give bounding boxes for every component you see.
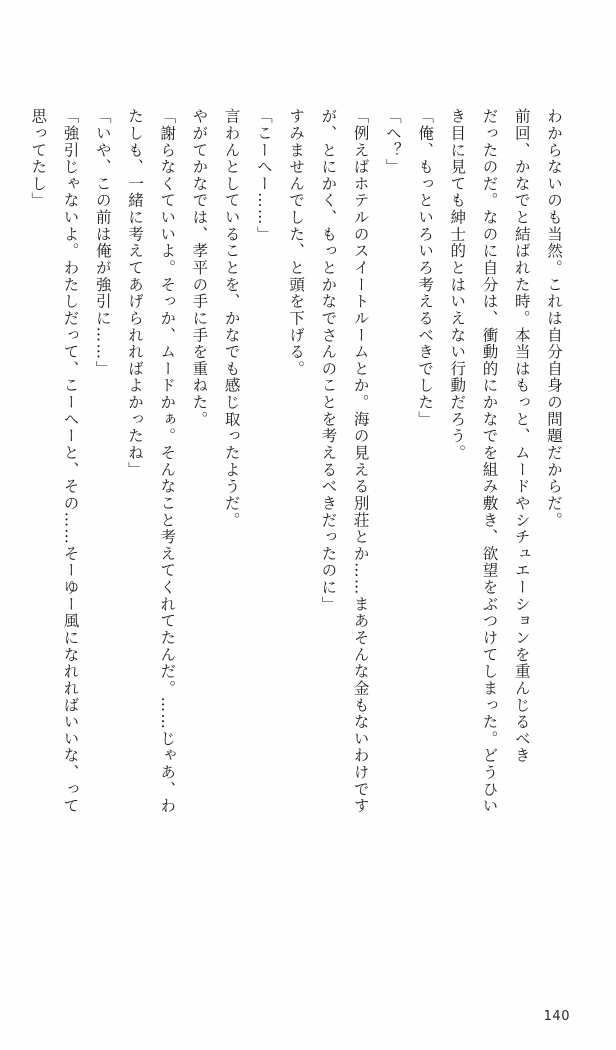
- text-line: 「例えばホテルのスイートルームとか。海の見える別荘とか……まあそんな金もないわけです: [351, 108, 370, 815]
- body-text: [29, 108, 570, 978]
- text-line: き目に見ても紳士的とはいえない行動だろう。: [448, 108, 467, 462]
- text-line: 「謝らなくていいよ。そっか、ムードかぁ。そんなこと考えてくれてたんだ。……じゃあ、わ: [158, 108, 177, 815]
- text-line: わからないのも当然。これは自分自身の問題だからだ。: [545, 108, 563, 529]
- text-line: 「俺、もっといろいろ考えるべきでした」: [416, 108, 435, 428]
- text-line: 「強引じゃないよ。わたしだって、こーへーと、その……そーゆー風になれればいいな、って: [61, 108, 80, 815]
- text-line: 前回、かなでと結ばれた時。本当はもっと、ムードやシチュエーションを重んじるべき: [512, 108, 531, 764]
- text-line: が、とにかく、もっとかなでさんのことを考えるべきだったのに」: [319, 108, 338, 613]
- text-line: 思ってたし」: [29, 108, 48, 209]
- text-line: 「いや、この前は俺が強引に……」: [93, 108, 112, 378]
- text-line: 「こーへー……」: [254, 108, 273, 243]
- text-line: 言わんとしていることを、かなでも感じ取ったようだ。: [222, 108, 241, 529]
- text-line: 「へ？」: [383, 108, 402, 176]
- text-line: やがてかなでは、孝平の手に手を重ねた。: [190, 108, 209, 428]
- text-line: すみませんでした、と頭を下げる。: [287, 108, 306, 378]
- page-number: 140: [543, 1009, 570, 1024]
- text-line: だったのだ。なのに自分は、衝動的にかなでを組み敷き、欲望をぶつけてしまった。どうひい: [480, 108, 499, 815]
- text-line: たしも、一緒に考えてあげられればよかったね」: [125, 108, 144, 478]
